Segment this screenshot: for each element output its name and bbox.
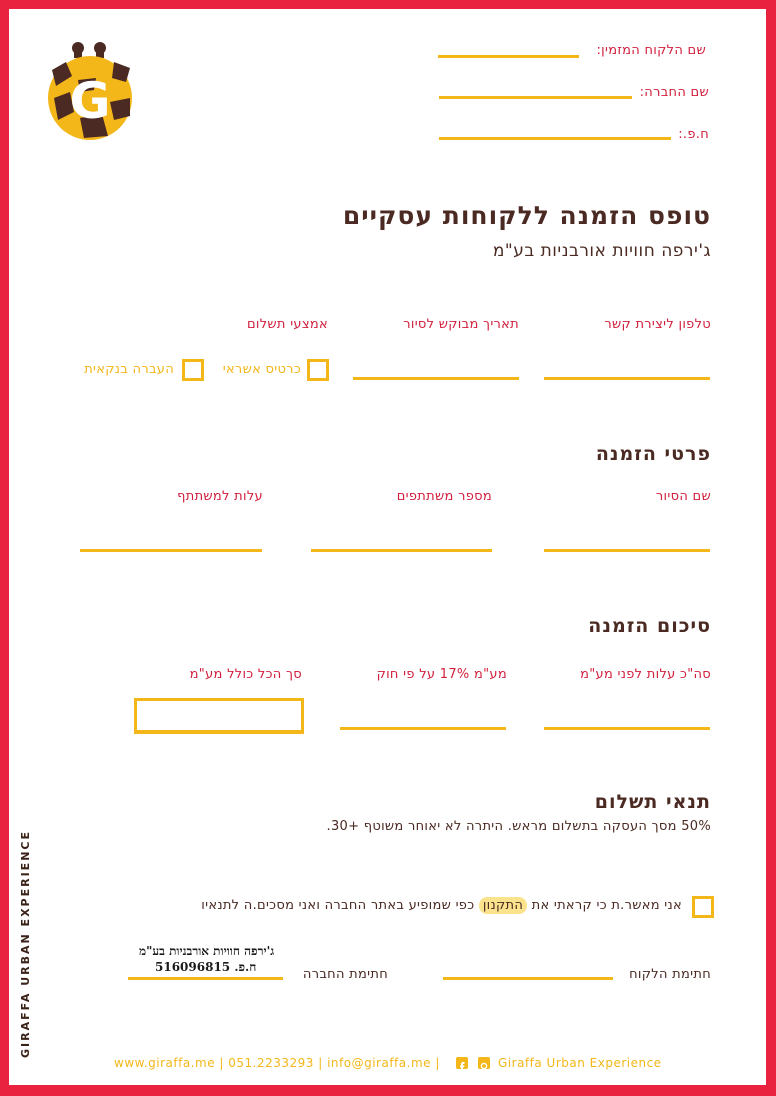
company-signature-field[interactable]: [128, 977, 283, 980]
agreement-text-after: כפי שמופיע באתר החברה ואני מסכים.ה לתנאיו: [201, 898, 479, 913]
date-field[interactable]: [353, 377, 519, 380]
participants-field[interactable]: [311, 549, 492, 552]
company-id-label: ח.פ.:: [678, 127, 709, 142]
cost-per-participant-label: עלות למשתתף: [177, 489, 263, 504]
customer-signature-label: חתימת הלקוח: [629, 967, 711, 982]
cost-per-participant-field[interactable]: [80, 549, 262, 552]
company-name-label: שם החברה:: [639, 85, 709, 100]
total-label: סך הכל כולל מע"מ: [189, 667, 302, 682]
logo-letter: G: [69, 72, 111, 130]
form-title: טופס הזמנה ללקוחות עסקיים: [342, 201, 711, 230]
customer-signature-field[interactable]: [443, 977, 613, 980]
order-summary-heading: סיכום הזמנה: [588, 615, 711, 637]
total-field[interactable]: [134, 698, 304, 734]
order-details-heading: פרטי הזמנה: [595, 443, 711, 465]
agreement-text-before: אני מאשר.ת כי קראתי את: [527, 898, 682, 913]
instagram-icon[interactable]: [478, 1057, 490, 1069]
giraffa-logo-icon: [44, 42, 136, 142]
customer-name-label: שם הלקוח המזמין:: [596, 43, 706, 58]
terms-link[interactable]: התקנון: [479, 897, 527, 914]
participants-label: מספר משתתפים: [396, 489, 492, 504]
payment-terms-text: 50% מסך העסקה בתשלום מראש. היתרה לא יאוחר משוטף +30.: [326, 819, 711, 834]
side-brand-text: GIRAFFA URBAN EXPERIENCE: [19, 830, 32, 1058]
credit-card-checkbox[interactable]: [307, 359, 329, 381]
footer-contact: www.giraffa.me | 051.2233293 | info@giraffa.me |: [114, 1056, 440, 1070]
phone-field[interactable]: [544, 377, 710, 380]
tour-name-label: שם הסיור: [655, 489, 711, 504]
vat-label: מע"מ 17% על פי חוק: [376, 667, 507, 682]
company-signature-label: חתימת החברה: [302, 967, 388, 982]
subtotal-field[interactable]: [544, 727, 710, 730]
agreement-checkbox[interactable]: [692, 896, 714, 918]
company-stamp-name: ג'ירפה חוויות אורבניות בע"מ: [139, 944, 275, 958]
subtotal-label: סה"כ עלות לפני מע"מ: [580, 667, 711, 682]
order-form-page: [9, 9, 766, 1085]
tour-name-field[interactable]: [544, 549, 710, 552]
payment-method-label: אמצעי תשלום: [246, 317, 328, 332]
company-subtitle: ג'ירפה חוויות אורבניות בע"מ: [492, 241, 711, 261]
bank-transfer-checkbox[interactable]: [182, 359, 204, 381]
credit-card-label: כרטיס אשראי: [222, 362, 301, 377]
agreement-text: [201, 898, 682, 913]
bank-transfer-label: העברה בנקאית: [84, 362, 174, 377]
company-name-field[interactable]: [439, 96, 632, 99]
facebook-icon[interactable]: [456, 1057, 468, 1069]
footer-brand: Giraffa Urban Experience: [498, 1056, 662, 1070]
payment-terms-heading: תנאי תשלום: [594, 791, 711, 813]
phone-label: טלפון ליצירת קשר: [604, 317, 711, 332]
customer-name-field[interactable]: [438, 55, 579, 58]
vat-field[interactable]: [340, 727, 506, 730]
date-label: תאריך מבוקש לסיור: [403, 317, 519, 332]
company-id-field[interactable]: [439, 137, 671, 140]
company-stamp-id: ח.פ. 516096815: [155, 960, 257, 974]
